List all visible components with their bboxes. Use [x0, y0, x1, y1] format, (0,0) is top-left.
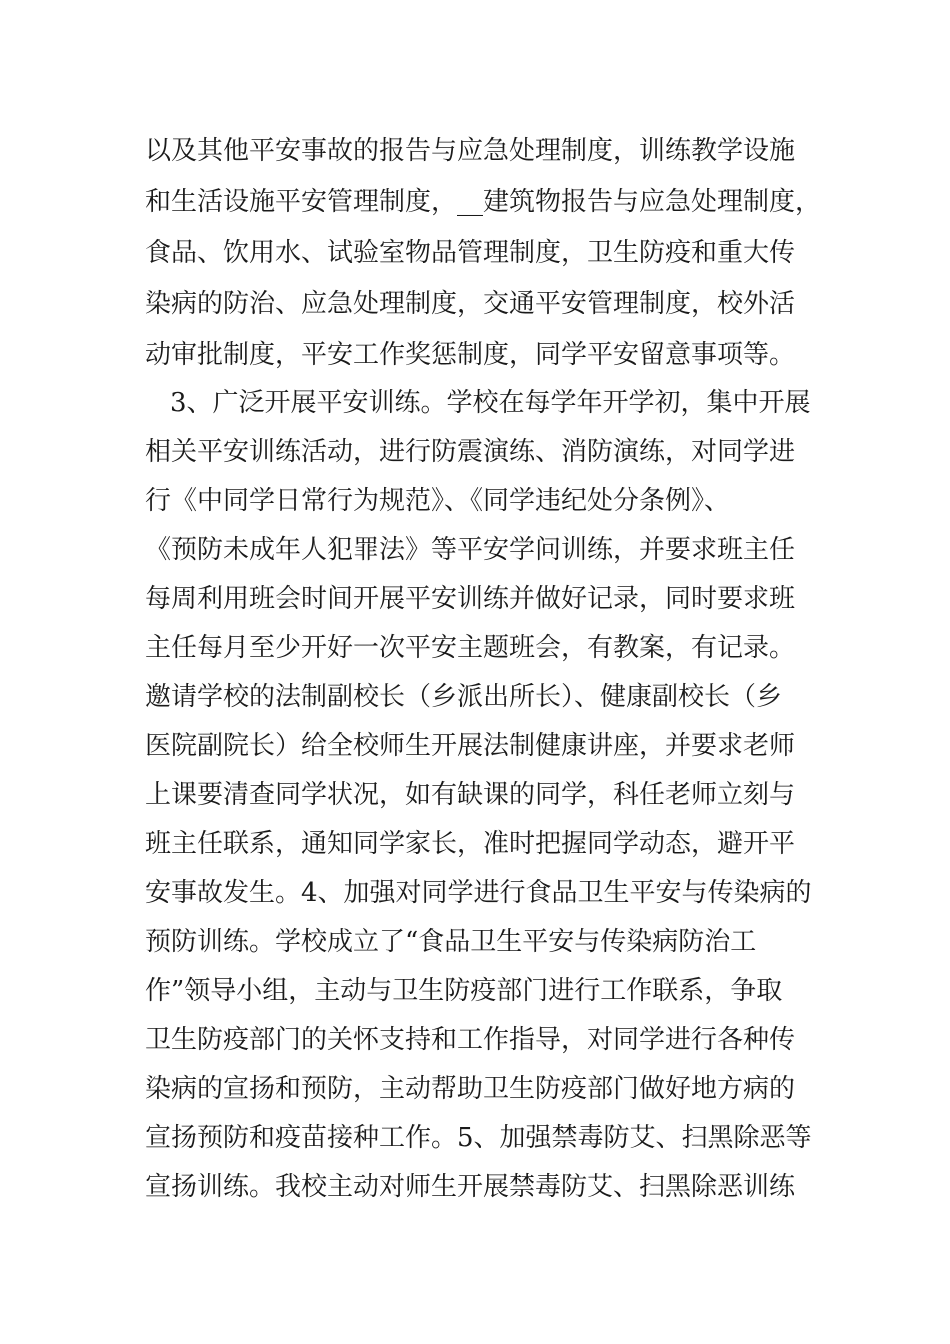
text-line: 宣扬训练。我校主动对师生开展禁毒防艾、扫黑除恶训练	[145, 1172, 796, 1202]
text-line: 和生活设施平安管理制度，__建筑物报告与应急处理制度，	[145, 187, 822, 217]
text-line: 主任每月至少开好一次平安主题班会，有教案，有记录。	[145, 633, 796, 663]
text-line: 卫生防疫部门的关怀支持和工作指导，对同学进行各种传	[145, 1025, 796, 1055]
text-line: 作”领导小组，主动与卫生防疫部门进行工作联系，争取	[145, 976, 783, 1006]
paragraph-start-line: 3、广泛开展平安训练。学校在每学年开学初，集中开展	[170, 388, 811, 418]
text-line: 上课要清查同学状况，如有缺课的同学，科任老师立刻与	[145, 780, 796, 810]
text-line: 相关平安训练活动，进行防震演练、消防演练，对同学进	[145, 437, 796, 467]
text-line: 行《中同学日常行为规范》、《同学违纪处分条例》、	[145, 486, 731, 516]
text-line: 染病的防治、应急处理制度，交通平安管理制度，校外活	[145, 289, 796, 319]
text-line: 染病的宣扬和预防，主动帮助卫生防疫部门做好地方病的	[145, 1074, 796, 1104]
text-line: 动审批制度，平安工作奖惩制度，同学平安留意事项等。	[145, 340, 796, 370]
text-line: 班主任联系，通知同学家长，准时把握同学动态，避开平	[145, 829, 796, 859]
text-line: 每周利用班会时间开展平安训练并做好记录，同时要求班	[145, 584, 796, 614]
text-line: 以及其他平安事故的报告与应急处理制度，训练教学设施	[145, 136, 796, 166]
text-line: 食品、饮用水、试验室物品管理制度，卫生防疫和重大传	[145, 238, 796, 268]
text-line: 预防训练。学校成立了“食品卫生平安与传染病防治工	[145, 927, 757, 957]
text-line: 安事故发生。4、加强对同学进行食品卫生平安与传染病的	[145, 878, 812, 908]
text-line: 《预防未成年人犯罪法》等平安学问训练，并要求班主任	[145, 535, 796, 565]
text-line: 邀请学校的法制副校长（乡派出所长）、健康副校长（乡	[145, 682, 783, 712]
text-line: 宣扬预防和疫苗接种工作。5、加强禁毒防艾、扫黑除恶等	[145, 1123, 812, 1153]
text-line: 医院副院长）给全校师生开展法制健康讲座，并要求老师	[145, 731, 796, 761]
